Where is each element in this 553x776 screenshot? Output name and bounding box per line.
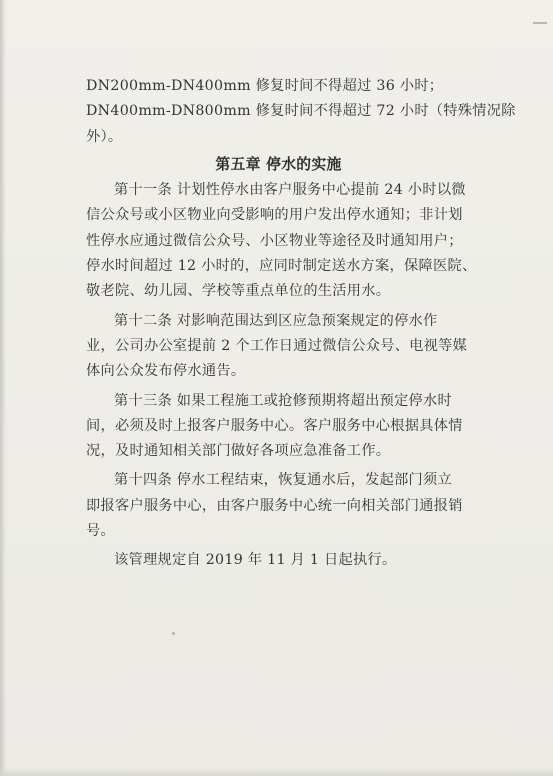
article-13-paragraph	[86, 389, 471, 465]
chapter-heading: 第五章 停水的实施	[215, 155, 342, 173]
text-line: 号。	[86, 523, 115, 540]
text-line: DN200mm-DN400mm 修复时间不得超过 36 小时；	[86, 78, 444, 94]
text-line: 况，及时通知相关部门做好各项应急准备工作。	[86, 443, 391, 460]
intro-paragraph	[86, 74, 516, 150]
page-edge-shadow	[0, 0, 6, 776]
effective-date-line: 该管理规定自 2019 年 11 月 1 日起执行。	[114, 552, 397, 569]
text-line: 体向公众发布停水通告。	[86, 363, 246, 380]
text-line: 信公众号或小区物业向受影响的用户发出停水通知；非计划	[86, 207, 463, 224]
text-line: 业，公司办公室提前 2 个工作日通过微信公众号、电视等媒	[86, 337, 468, 354]
effective-date-paragraph	[86, 548, 471, 573]
text-line: 第十二条 对影响范围达到区应急预案规定的停水作	[114, 312, 438, 329]
scan-edge-mark	[533, 22, 547, 24]
text-line: DN400mm-DN800mm 修复时间不得超过 72 小时（特殊情况除	[86, 103, 516, 120]
article-11-paragraph	[86, 178, 477, 304]
page-bottom-shadow	[0, 768, 553, 776]
text-line: 第十一条 计划性停水由客户服务中心提前 24 小时以微	[114, 182, 466, 199]
article-12-paragraph	[86, 309, 471, 385]
text-line: 间，必须及时上报客户服务中心。客户服务中心根据具体情	[86, 417, 463, 434]
article-14-paragraph	[86, 468, 471, 544]
text-line: 停水时间超过 12 小时的，应同时制定送水方案，保障医院、	[86, 258, 477, 275]
text-line: 敬老院、幼儿园、学校等重点单位的生活用水。	[86, 283, 391, 300]
document-body	[86, 74, 516, 574]
text-line: 外）。	[86, 128, 123, 145]
text-line: 第十三条 如果工程施工或抢修预期将超出预定停水时	[114, 392, 453, 409]
text-line: 即报客户服务中心，由客户服务中心统一向相关部门通报销	[86, 497, 463, 514]
text-line: 第十四条 停水工程结束，恢复通水后，发起部门须立	[114, 472, 453, 489]
scan-speck	[172, 632, 175, 635]
text-line: 性停水应通过微信公众号、小区物业等途径及时通知用户；	[86, 232, 463, 249]
